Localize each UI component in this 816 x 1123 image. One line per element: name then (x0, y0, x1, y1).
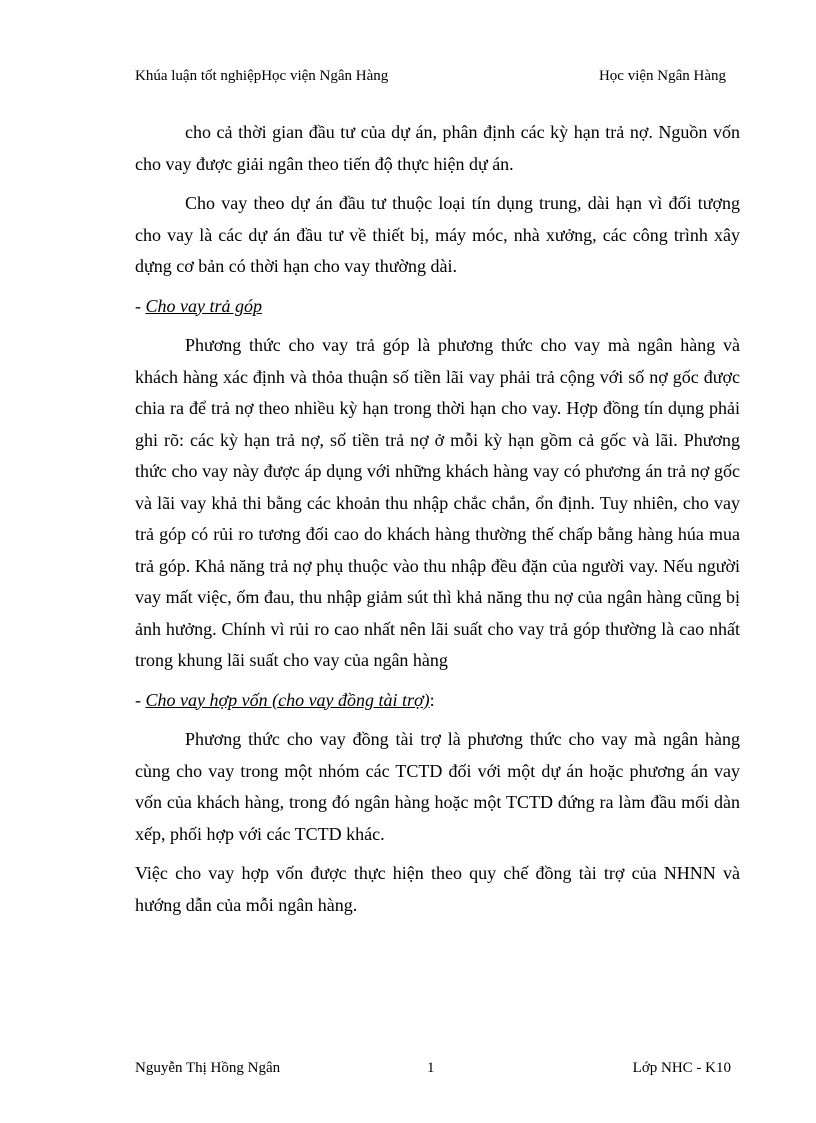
heading-syndicated-prefix: - (135, 689, 146, 710)
section-heading-syndicated (135, 685, 740, 717)
page-footer (135, 1058, 731, 1080)
footer-page-number: 1 (427, 1060, 435, 1076)
header-left-text: Khúa luận tốt nghiệpHọc viện Ngân Hàng (135, 68, 389, 84)
section-heading-installment (135, 291, 740, 323)
footer-author: Nguyễn Thị Hồng Ngân (135, 1060, 281, 1076)
paragraph-project-loan-continued: cho cả thời gian đầu tư của dự án, phân định các kỳ hạn trả nợ. Nguồn vốn cho vay được giải ngân theo tiến độ thực hiện dự án. (135, 122, 740, 174)
page-header (135, 66, 726, 88)
paragraph-syndicated-loan: Phương thức cho vay đồng tài trợ là phương thức cho vay mà ngân hàng cùng cho vay trong một nhóm các TCTD đối với một dự án hoặc phương án vay vốn của khách hàng, trong đó ngân hàng hoặc một TCTD đứng ra làm đầu mối dàn xếp, phối hợp với các TCTD khác. (135, 729, 740, 844)
paragraph-syndicated-regulation: Việc cho vay hợp vốn được thực hiện theo quy chế đồng tài trợ của NHNN và hướng dẫn của mỗi ngân hàng. (135, 863, 740, 915)
page-body (135, 117, 740, 929)
heading-installment-prefix: - (135, 295, 146, 316)
heading-installment-title: Cho vay trả góp (145, 295, 262, 316)
heading-syndicated-title: Cho vay hợp vốn (cho vay đồng tài trợ) (145, 689, 430, 710)
paragraph-project-loan-definition: Cho vay theo dự án đầu tư thuộc loại tín dụng trung, dài hạn vì đối tượng cho vay là các dự án đầu tư về thiết bị, máy móc, nhà xưởng, các công trình xây dựng cơ bản có thời hạn cho vay thường dài. (135, 193, 740, 276)
heading-syndicated-suffix: : (429, 689, 435, 710)
header-right-text: Học viện Ngân Hàng (598, 68, 726, 84)
footer-class-label: Lớp NHC - K10 (632, 1060, 731, 1076)
paragraph-installment-loan: Phương thức cho vay trả góp là phương thức cho vay mà ngân hàng và khách hàng xác định và thỏa thuận số tiền lãi vay phải trả cộng với số nợ gốc được chia ra để trả nợ theo nhiều kỳ hạn trong thời hạn cho vay. Hợp đồng tín dụng phải ghi rõ: các kỳ hạn trả nợ, số tiền trả nợ ở mỗi kỳ hạn gồm cả gốc và lãi. Phương thức cho vay này được áp dụng với những khách hàng vay có phương án trả nợ gốc và lãi vay khả thi bằng các khoản thu nhập chắc chắn, ổn định. Tuy nhiên, cho vay trả góp có rủi ro tương đối cao do khách hàng thường thế chấp bằng hàng húa mua trả góp. Khả năng trả nợ phụ thuộc vào thu nhập đều đặn của người vay. Nếu người vay mất việc, ốm đau, thu nhập giảm sút thì khả năng thu nợ của ngân hàng cũng bị ảnh hưởng. Chính vì rủi ro cao nhất nên lãi suất cho vay trả góp thường là cao nhất trong khung lãi suất cho vay của ngân hàng (135, 335, 740, 670)
